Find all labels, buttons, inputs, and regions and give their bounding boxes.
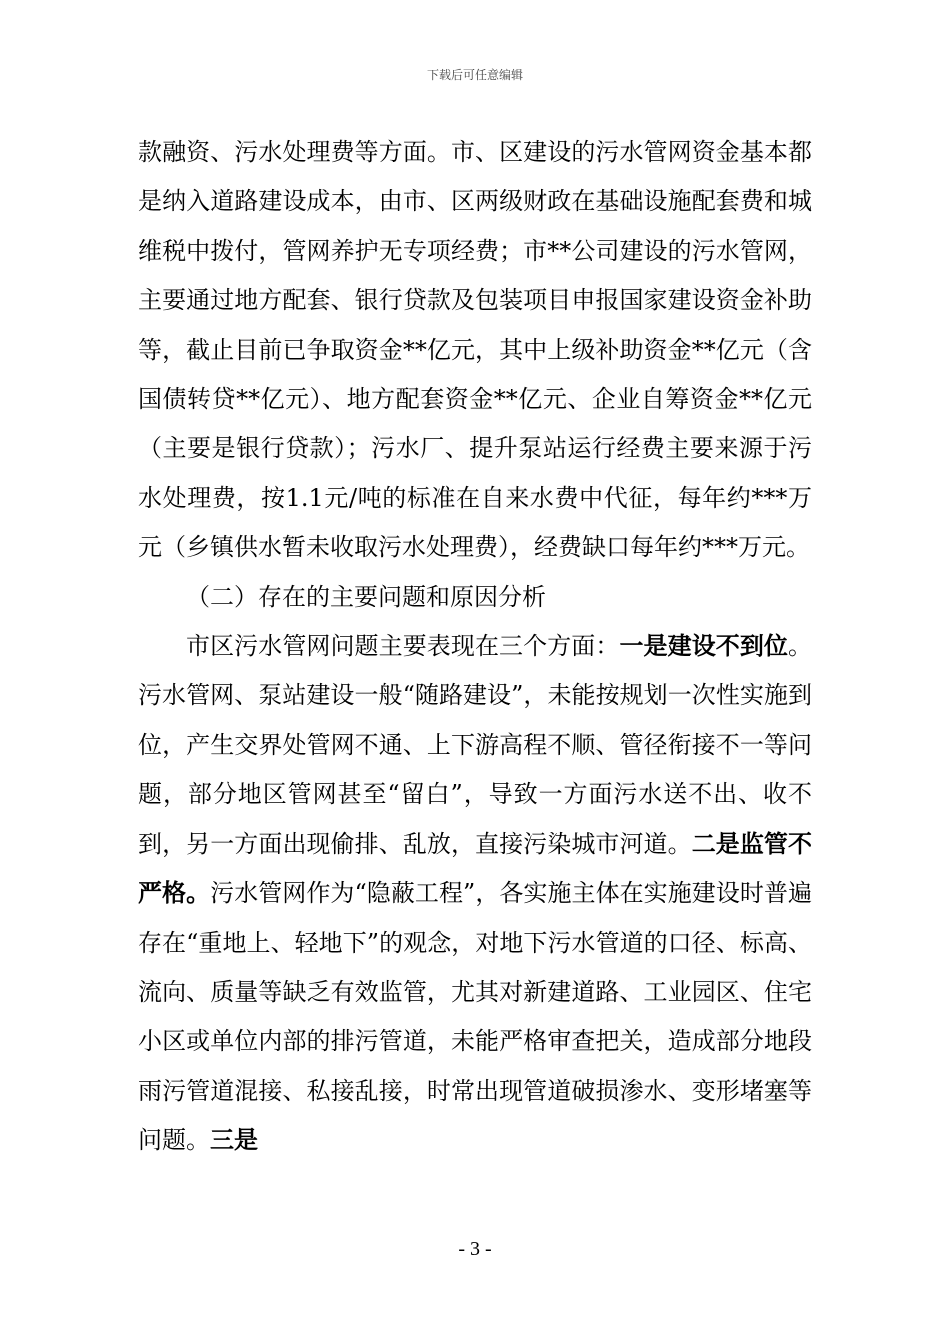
- paragraph-problems: [138, 622, 812, 1165]
- problem-2-text: 污水管网作为“隐蔽工程”，各实施主体在实施建设时普遍存在“重地上、轻地下”的观念，对地下污水管道的口径、标高、流向、质量等缺乏有效监管，尤其对新建道路、工业园区、住宅小区或单位内部的排污管道，未能严格审查把关，造成部分地段雨污管道混接、私接乱接，时常出现管道破损渗水、变形堵塞等问题。: [138, 879, 812, 1155]
- problems-intro: 市区污水管网问题主要表现在三个方面：: [186, 632, 620, 661]
- section-heading: （二）存在的主要问题和原因分析: [186, 582, 546, 611]
- document-body: [138, 128, 812, 1166]
- problem-2-title: 二是监管不严格。: [138, 829, 812, 908]
- paragraph-funding: 款融资、污水处理费等方面。市、区建设的污水管网资金基本都是纳入道路建设成本，由市、区两级财政在基础设施配套费和城维税中拨付，管网养护无专项经费；市**公司建设的污水管网，主要通过地方配套、银行贷款及包装项目申报国家建设资金补助等，截止目前已争取资金**亿元，其中上级补助资金**亿元（含国债转贷**亿元）、地方配套资金**亿元、企业自筹资金**亿元（主要是银行贷款）；污水厂、提升泵站运行经费主要来源于污水处理费，按1.1元/吨的标准在自来水费中代征，每年约***万元（乡镇供水暂未收取污水处理费），经费缺口每年约***万元。: [138, 138, 812, 562]
- page-number: - 3 -: [458, 1238, 492, 1260]
- page-header-note: 下载后可任意编辑: [426, 68, 523, 82]
- problem-1-text: 。污水管网、泵站建设一般“随路建设”，未能按规划一次性实施到位，产生交界处管网不通、上下游高程不顺、管径衔接不一等问题，部分地区管网甚至“留白”，导致一方面污水送不出、收不到，另一方面出现偷排、乱放，直接污染城市河道。: [138, 632, 813, 858]
- problem-1-title: 一是建设不到位: [619, 632, 789, 661]
- problem-3-title: 三是: [210, 1126, 258, 1155]
